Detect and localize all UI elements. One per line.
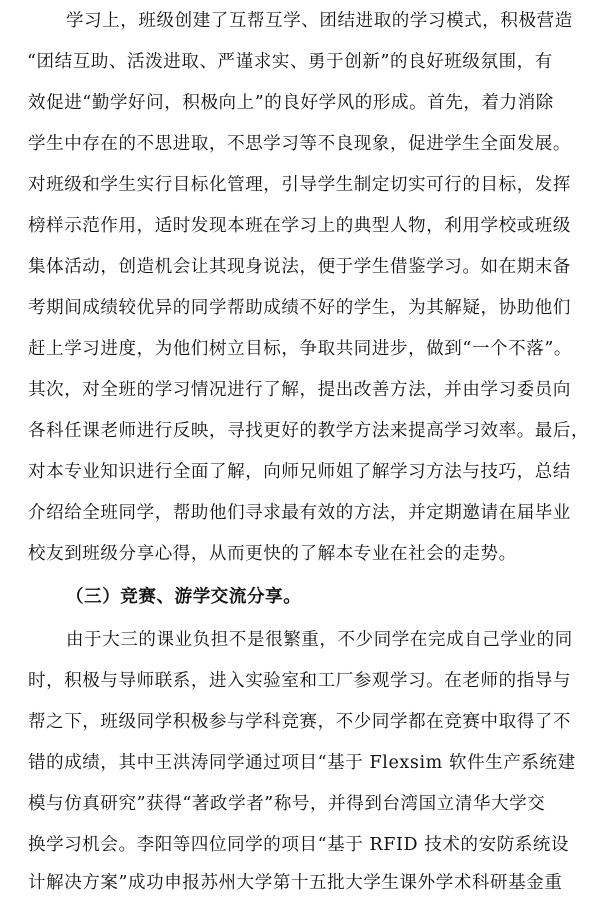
section-heading: （三）竞赛、游学交流分享。 bbox=[66, 587, 302, 607]
text-line: 帮之下，班级同学积极参与学科竞赛，不少同学都在竞赛中取得了不 bbox=[28, 712, 571, 732]
text-line: 对本专业知识进行全面了解，向师兄师姐了解学习方法与技巧，总结 bbox=[28, 462, 571, 482]
text-line: 学生中存在的不思进取，不思学习等不良现象，促进学生全面发展。 bbox=[28, 134, 571, 154]
text-line: 考期间成绩较优异的同学帮助成绩不好的学生，为其解疑，协助他们 bbox=[28, 298, 571, 318]
text-line: 换学习机会。李阳等四位同学的项目“基于 RFID 技术的安防系统设 bbox=[28, 835, 570, 855]
text-line: 效促进“勤学好问，积极向上”的良好学风的形成。首先，着力消除 bbox=[28, 93, 554, 113]
text-line: 由于大三的课业负担不是很繁重，不少同学在完成自己学业的同 bbox=[66, 630, 573, 650]
text-line: 各科任课老师进行反映，寻找更好的教学方法来提高学习效率。最后， bbox=[28, 421, 590, 441]
text-line: 榜样示范作用，适时发现本班在学习上的典型人物，利用学校或班级 bbox=[28, 216, 571, 236]
text-line: “团结互助、活泼进取、严谨求实、勇于创新”的良好班级氛围，有 bbox=[27, 52, 553, 72]
text-line: 集体活动，创造机会让其现身说法，便于学生借鉴学习。如在期末备 bbox=[28, 257, 571, 277]
text-line: 时，积极与导师联系，进入实验室和工厂参观学习。在老师的指导与 bbox=[28, 671, 571, 691]
text-line: 对班级和学生实行目标化管理，引导学生制定切实可行的目标，发挥 bbox=[28, 175, 571, 195]
text-line: 学习上，班级创建了互帮互学、团结进取的学习模式，积极营造 bbox=[66, 11, 573, 31]
text-line: 校友到班级分享心得，从而更快的了解本专业在社会的走势。 bbox=[28, 544, 517, 564]
text-line: 其次，对全班的学习情况进行了解，提出改善方法，并由学习委员向 bbox=[28, 380, 571, 400]
text-line: 计解决方案”成功申报苏州大学第十五批大学生课外学术科研基金重 bbox=[28, 873, 563, 893]
text-line: 错的成绩，其中王洪涛同学通过项目“基于 Flexsim 软件生产系统建 bbox=[28, 753, 576, 773]
text-line: 介绍给全班同学，帮助他们寻求最有效的方法，并定期邀请在届毕业 bbox=[28, 503, 571, 523]
text-line: 模与仿真研究”获得“著政学者”称号，并得到台湾国立清华大学交 bbox=[28, 794, 546, 814]
text-line: 赶上学习进度，为他们树立目标，争取共同进步，做到“一个不落”。 bbox=[28, 339, 572, 359]
